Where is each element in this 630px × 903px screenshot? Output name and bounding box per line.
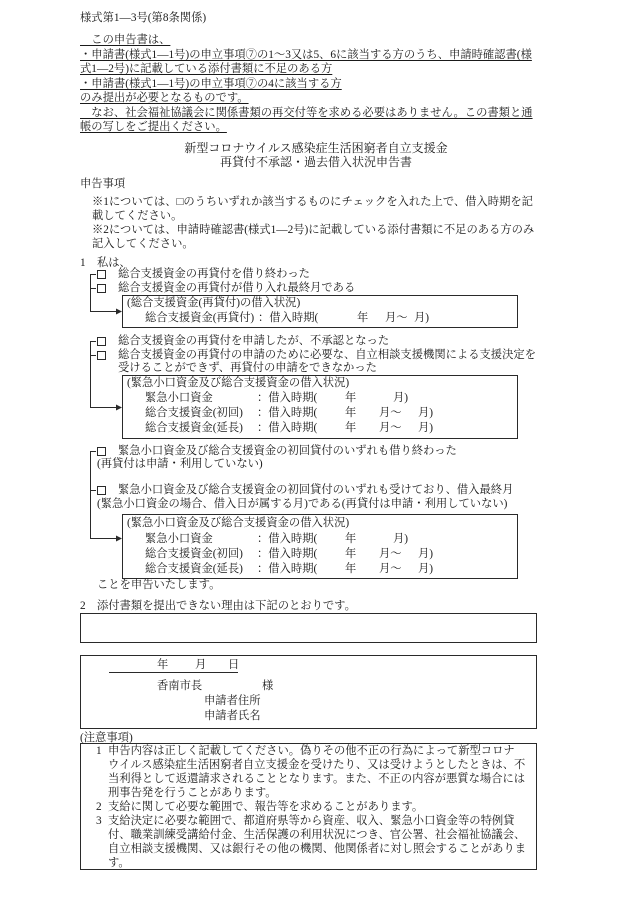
date-day-unit: 日 — [228, 659, 240, 671]
notice-line: なお、社会福祉協議会に関係書類の再交付等を求める必要はありません。この書類と通 — [80, 107, 533, 119]
loan-type-label: 総合支援資金(初回) — [145, 407, 243, 419]
loan-type-label: 総合支援資金(延長) — [145, 422, 243, 434]
section-heading: 申告事項 — [80, 178, 126, 190]
loan-type-label: 総合支援資金(再貸付) — [145, 312, 255, 324]
checkbox-reborrow-final-month[interactable] — [97, 284, 106, 293]
month-from-unit: 月～ — [385, 312, 408, 324]
applicant-address-label: 申請者住所 — [204, 695, 261, 707]
notice-line: この申告書は、 — [80, 34, 171, 46]
year-unit: 年 — [345, 548, 357, 560]
loan-status-heading: (緊急小口資金及び総合支援資金の借入状況) — [127, 377, 350, 389]
option-label: (再貸付は申請・利用していない) — [97, 458, 263, 470]
document-subtitle: 再貸付不承認・過去借入状況申告書 — [219, 155, 412, 169]
year-unit: 年 — [345, 407, 357, 419]
note-number: 3 — [96, 815, 102, 827]
checkbox-initial-loans-final-month[interactable] — [97, 486, 106, 495]
loan-period-label: ：借入時期( — [257, 563, 318, 575]
note-line: ウイルス感染症生活困窮者自立支援金を受けたり、又は受けようとしたときは、不 — [108, 759, 526, 771]
loan-type-label: 緊急小口資金 — [145, 533, 213, 545]
month-to-unit: 月) — [393, 533, 409, 545]
month-from-unit: 月～ — [379, 563, 402, 575]
notice-line: ・申請書(様式1―1号)の申立事項⑦の4に該当する方 — [80, 78, 342, 90]
signature-box — [80, 655, 537, 729]
note-number: 1 — [96, 745, 102, 757]
note-line: 付、職業訓練受講給付金、生活保護の利用状況につき、官公署、社会福祉協議会、 — [108, 829, 526, 841]
month-from-unit: 月～ — [379, 422, 402, 434]
applicant-name-label: 申請者氏名 — [204, 710, 261, 722]
checkbox-reborrow-rejected[interactable] — [97, 337, 106, 346]
loan-type-label: 総合支援資金(初回) — [145, 548, 243, 560]
checkbox-initial-loans-completed[interactable] — [97, 447, 106, 456]
option-label: 総合支援資金の再貸付が借り入れ最終月である — [118, 282, 356, 294]
loan-period-label: ：借入時期( — [257, 392, 318, 404]
loan-period-label: ：借入時期( — [257, 422, 318, 434]
year-unit: 年 — [345, 422, 357, 434]
notice-line: 式1―2号)に記載している添付書類に不足のある方 — [80, 63, 333, 75]
loan-period-label: ：借入時期( — [257, 533, 318, 545]
loan-period-label: ：借入時期( — [257, 407, 318, 419]
month-from-unit: 月～ — [379, 548, 402, 560]
option-label: 総合支援資金の再貸付を借り終わった — [118, 268, 310, 280]
loan-period-label: ：借入時期( — [258, 312, 319, 324]
notes-heading: (注意事項) — [80, 732, 133, 744]
note-number: 2 — [96, 801, 102, 813]
note-line: 刑事告発を行うことがあります。 — [108, 787, 277, 799]
month-to-unit: 月) — [418, 407, 434, 419]
notice-line: 帳の写しをご提出ください。 — [80, 121, 227, 133]
option-label: 受けることができず、再貸付の申請をできなかった — [118, 362, 377, 374]
loan-status-heading: (総合支援資金(再貸付)の借入状況) — [127, 297, 301, 309]
notice-line: のみ提出が必要となるものです。 — [80, 92, 249, 104]
option-label: 緊急小口資金及び総合支援資金の初回貸付のいずれも借り終わった — [118, 445, 457, 457]
year-unit: 年 — [357, 312, 369, 324]
declaration-label: 1 私は、 — [80, 257, 131, 269]
option-label: (緊急小口資金の場合、借入日が属する月)である(再貸付は申請・利用していない) — [97, 498, 508, 510]
date-month-unit: 月 — [195, 659, 207, 671]
date-year-unit: 年 — [157, 659, 169, 671]
notice-line: ・申請書(様式1―1号)の申立事項⑦の1～3又は5、6に該当する方のうち、申請時確認書(様 — [80, 49, 532, 61]
instruction-line: ※1については、□のうちいずれか該当するものにチェックを入れた上で、借入時期を記 — [92, 196, 533, 208]
note-line: 支給に関して必要な範囲で、報告等を求めることがあります。 — [108, 801, 424, 813]
reason-textbox[interactable] — [80, 613, 537, 643]
loan-type-label: 総合支援資金(延長) — [145, 563, 243, 575]
checkbox-reborrow-completed[interactable] — [97, 270, 106, 279]
addressee: 香南市長 — [157, 680, 203, 692]
note-line: 自立相談支援機関、又は銀行その他の機関、他関係者に対し照会することがありま — [108, 843, 526, 855]
year-unit: 年 — [345, 533, 357, 545]
option-label: 緊急小口資金及び総合支援資金の初回貸付のいずれも受けており、借入最終月 — [118, 484, 514, 496]
note-line: 支給決定に必要な範囲で、都道府県等から資産、収入、緊急小口資金等の特例貸 — [108, 815, 515, 827]
document-title: 新型コロナウイルス感染症生活困窮者自立支援金 — [184, 141, 448, 155]
note-line: 申告内容は正しく記載してください。偽りその他不正の行為によって新型コロナ — [108, 745, 515, 757]
note-line: す。 — [108, 857, 130, 869]
connector-group-1 — [91, 275, 117, 312]
loan-type-label: 緊急小口資金 — [145, 392, 213, 404]
month-to-unit: 月) — [414, 312, 430, 324]
note-line: 当利得として返還請求されることとなります。また、不正の内容が悪質な場合には — [108, 773, 526, 785]
month-to-unit: 月) — [418, 563, 434, 575]
option-label: 総合支援資金の再貸付を申請したが、不承認となった — [118, 335, 390, 347]
loan-status-heading: (緊急小口資金及び総合支援資金の借入状況) — [127, 517, 350, 529]
month-to-unit: 月) — [393, 392, 409, 404]
form-number: 様式第1―3号(第8条関係) — [80, 12, 207, 24]
addressee-honorific: 様 — [262, 680, 274, 692]
month-to-unit: 月) — [418, 548, 434, 560]
option-label: 総合支援資金の再貸付の申請のために必要な、自立相談支援機関による支援決定を — [118, 349, 536, 361]
checkbox-reborrow-not-applied[interactable] — [97, 351, 106, 360]
loan-period-label: ：借入時期( — [257, 548, 318, 560]
instruction-line: 記入してください。 — [92, 238, 194, 250]
reason-label: 2 添付書類を提出できない理由は下記のとおりです。 — [80, 600, 356, 612]
declaration-closing: ことを申告いたします。 — [97, 579, 221, 591]
year-unit: 年 — [345, 563, 357, 575]
month-to-unit: 月) — [418, 422, 434, 434]
date-field[interactable] — [109, 672, 238, 673]
month-from-unit: 月～ — [379, 407, 402, 419]
instruction-line: 載してください。 — [92, 210, 183, 222]
instruction-line: ※2については、申請時確認書(様式1―2号)に記載している添付書類に不足のある方のみ — [92, 224, 535, 236]
year-unit: 年 — [345, 392, 357, 404]
